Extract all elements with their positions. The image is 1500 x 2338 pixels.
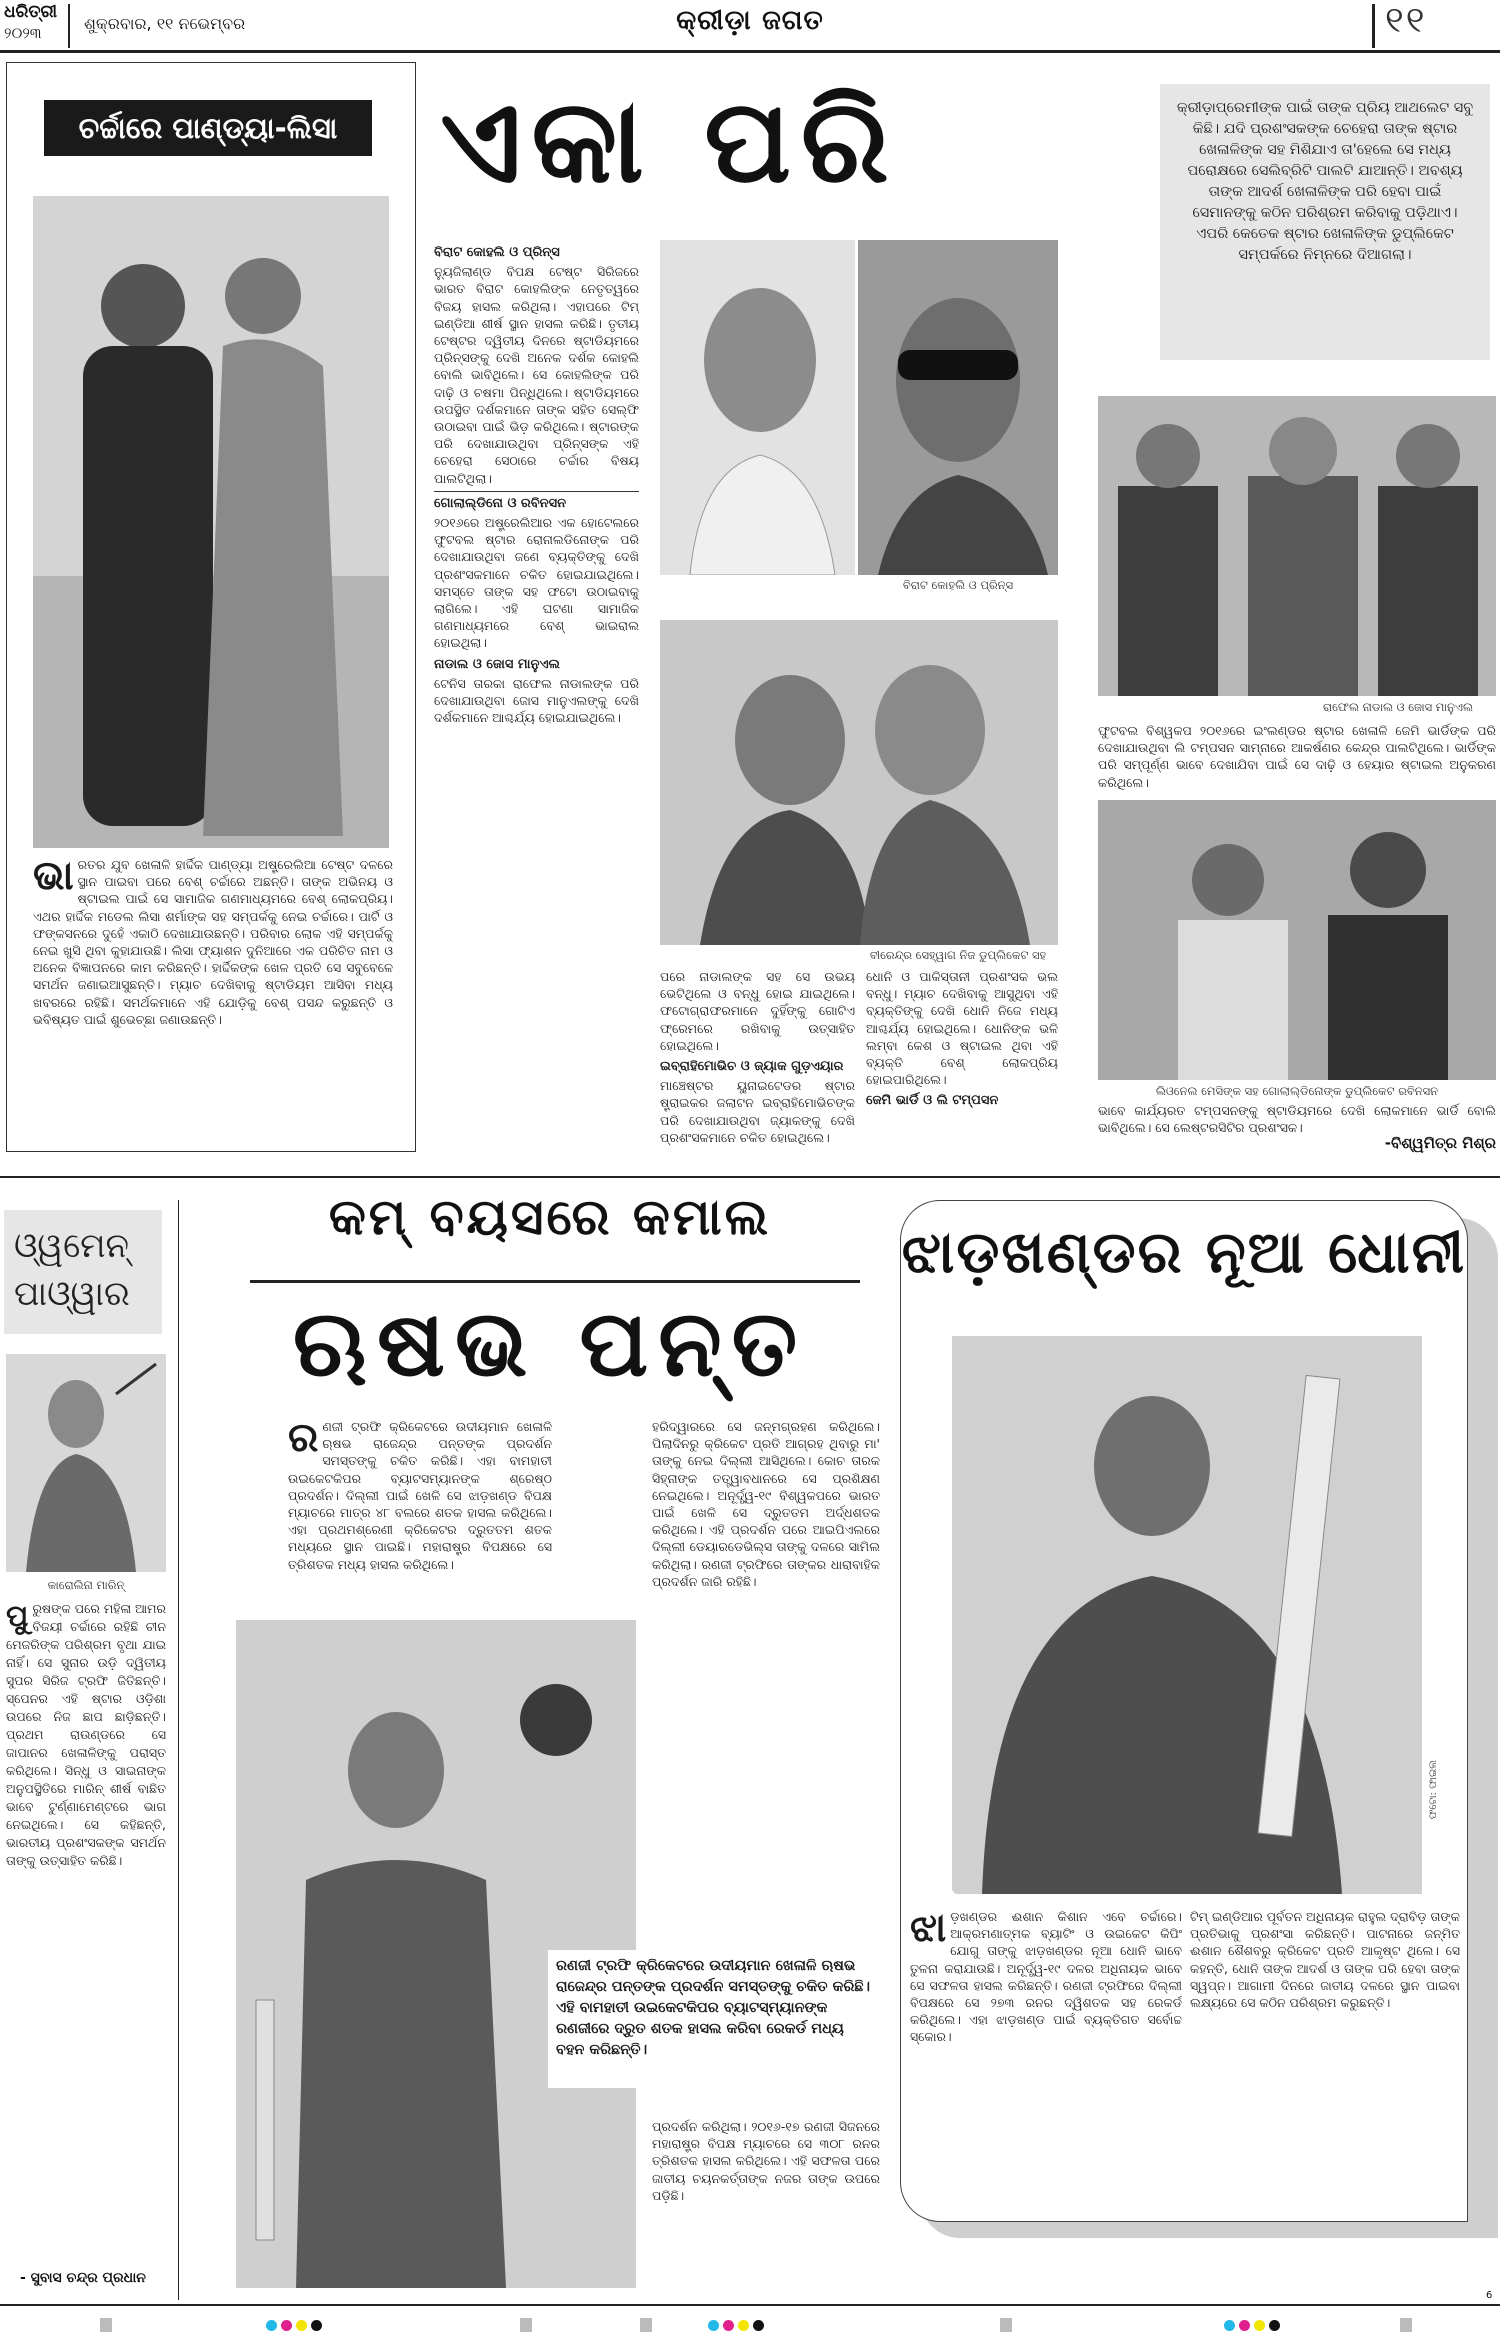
subhead: ଇବ୍ରାହିମୋଭିଚ ଓ ଜ୍ୟାକ ଗୁଡ଼ଏୟାର [660, 1059, 844, 1075]
pandya-lisa-photo [33, 196, 389, 848]
byline: - ସୁବାସ ଚନ୍ଦ୍ର ପ୍ରଧାନ [20, 2270, 146, 2286]
article-column: ଟିମ୍ ଇଣ୍ଡିଆର ପୂର୍ବତନ ଅଧିନାୟକ ରାହୁଲ ଦ୍ରାବିଡ଼ ତାଙ୍କ ପ୍ରତିଭାକୁ ପ୍ରଶଂସା କରିଛନ୍ତି। ପାଟନାରେ ଜନ୍ମିତ ଈଶାନ ଶୈଶବରୁ କ୍ରିକେଟ ପ୍ରତି ଆକୃଷ୍ଟ ଥିଲେ। ସେ କହନ୍ତି, ଧୋନି ତାଙ୍କ ଆଦର୍ଶ ଓ ତାଙ୍କ ପରି ହେବା ତାଙ୍କ ସ୍ୱପ୍ନ। ଆଗାମୀ ଦିନରେ ଜାତୀୟ ଦଳରେ ସ୍ଥାନ ପାଇବା ଲକ୍ଷ୍ୟରେ ସେ କଠିନ ପରିଶ୍ରମ କରୁଛନ୍ତି। [1190, 1909, 1460, 2011]
article-column [866, 968, 1058, 1158]
registration-marks [0, 2318, 1500, 2334]
section-rule [0, 1176, 1500, 1178]
article-column [434, 240, 639, 1155]
masthead-name: ଧରିତ୍ରୀ [4, 2, 58, 22]
body-text: ଡ଼ଖଣ୍ଡର ଈଶାନ କିଶାନ ଏବେ ଚର୍ଚ୍ଚାରେ। ଆକ୍ରମଣାତ୍ମକ ବ୍ୟାଟିଂ ଓ ଉଇକେଟ କିପିଂ ଯୋଗୁ ତାଙ୍କୁ ଝାଡ଼ଖଣ୍ଡର ନୂଆ ଧୋନି ଭାବେ ତୁଳନା କରାଯାଉଛି। ଅନୂର୍ଦ୍ଧ୍ୱ-୧୯ ଦଳର ଅଧିନାୟକ ଭାବେ ସେ ସଫଳତା ହାସଲ କରିଛନ୍ତି। ରଣଜୀ ଟ୍ରଫିରେ ଦିଲ୍ଲୀ ବିପକ୍ଷରେ ସେ ୨୭୩ ରନର ଦ୍ୱିଶତକ ସହ ରେକର୍ଡ କରିଥିଲେ। ଏହା ଝାଡ଼ଖଣ୍ଡ ପାଇଁ ବ୍ୟକ୍ତିଗତ ସର୍ବୋଚ୍ଚ ସ୍କୋର। [910, 1909, 1182, 2045]
pull-quote: ରଣଜୀ ଟ୍ରଫି କ୍ରିକେଟରେ ଉଦୀୟମାନ ଖେଳାଳି ଋଷଭ ରାଜେନ୍ଦ୍ର ପନ୍ତଙ୍କ ପ୍ରଦର୍ଶନ ସମସ୍ତଙ୍କୁ ଚକିତ କରିଛି। ଏହି ବାମହାତୀ ଉଇକେଟକିପର ବ୍ୟାଟସ୍ମ୍ୟାନଙ୍କ ରଣଜୀରେ ଦ୍ରୁତ ଶତକ ହାସଲ କରିବା ରେକର୍ଡ ମଧ୍ୟ ବହନ କରିଛନ୍ତି। [548, 1950, 880, 2088]
body-text: ୨୦୧୬ରେ ଅଷ୍ଟ୍ରେଲିଆର ଏକ ହୋଟେଲରେ ଫୁଟବଲ ଷ୍ଟାର ରୋନାଲଡିନୋଙ୍କ ପରି ଦେଖାଯାଉଥିବା ଜଣେ ବ୍ୟକ୍ତିଙ୍କୁ ଦେଖି ପ୍ରଶଂସକମାନେ ଚକିତ ହୋଇଯାଇଥିଲେ। ସମସ୍ତେ ତାଙ୍କ ସହ ଫଟୋ ଉଠାଇବାକୁ ଲାଗିଲେ। ଏହି ଘଟଣା ସାମାଜିକ ଗଣମାଧ୍ୟମରେ ବେଶ୍ ଭାଇରାଲ ହୋଇଥିଲା। [434, 515, 639, 651]
page-number: ୧୧ [1385, 0, 1427, 41]
photo-credit: ଫଟୋ: ଫାଇଲ [1428, 1760, 1439, 1820]
article-column: ପ୍ରଦର୍ଶନ କରିଥିଲା। ୨୦୧୬-୧୭ ରଣଜୀ ସିଜନରେ ମହାରାଷ୍ଟ୍ର ବିପକ୍ଷ ମ୍ୟାଚରେ ସେ ୩୦୮ ରନର ତ୍ରିଶତକ ହାସଲ କରିଥିଲେ। ଏହି ସଫଳତା ପରେ ଜାତୀୟ ଚୟନକର୍ତ୍ତାଙ୍କ ନଜର ତାଙ୍କ ଉପରେ ପଡ଼ିଛି। [652, 2119, 880, 2203]
drop-cap: ଝା [910, 1908, 947, 1951]
article-column: ଭାବେ କାର୍ଯ୍ୟରତ ଟମ୍ପସନଙ୍କୁ ଷ୍ଟାଡିୟମରେ ଦେଖି ଲୋକମାନେ ଭାର୍ଡି ବୋଲି ଭାବିଥିଲେ। ସେ ଲେଷ୍ଟରସିଟିର ପ୍ରଶଂସକ। [1098, 1103, 1496, 1136]
byline: -ବିଶ୍ୱମିତ୍ର ମିଶ୍ର [1384, 1134, 1496, 1152]
drop-cap: ପୁ [6, 1600, 29, 1634]
body-text: ରୁଷଙ୍କ ପରେ ମହିଳା ଆମର ବିଜୟୀ ଚର୍ଚ୍ଚାରେ ରହିଛି ଚୀନ ମେଜରିଙ୍କ ପରିଶ୍ରମ ବୃଥା ଯାଇ ନାହିଁ। ସେ ସୁନାର ଉଡ଼ି ଦ୍ୱିତୀୟ ସୁପର ସିରିଜ ଟ୍ରଫି ଜିତିଛନ୍ତି। ସ୍ପେନର ଏହି ଷ୍ଟାର ଓଡ଼ିଶା ଉପରେ ନିଜ ଛାପ ଛାଡ଼ିଛନ୍ତି। ପ୍ରଥମ ରାଉଣ୍ଡରେ ସେ ଜାପାନର ଖେଳାଳିଙ୍କୁ ପରାସ୍ତ କରିଥିଲେ। ସିନ୍ଧୁ ଓ ସାଇନାଙ୍କ ଅନୁପସ୍ଥିତିରେ ମାରିନ୍ ଶୀର୍ଷ ବାଛିତ ଭାବେ ଟୁର୍ଣ୍ଣାମେଣ୍ଟରେ ଭାଗ ନେଇଥିଲେ। ସେ କହିଛନ୍ତି, ଭାରତୀୟ ପ୍ରଶଂସକଙ୍କ ସମର୍ଥନ ତାଙ୍କୁ ଉତ୍ସାହିତ କରିଛି। [6, 1601, 166, 1868]
body-text: ଧୋନି ଓ ପାକିସ୍ତାନୀ ପ୍ରଶଂସକ ଭଲ ବନ୍ଧୁ। ମ୍ୟାଚ ଦେଖିବାକୁ ଆସୁଥିବା ଏହି ବ୍ୟକ୍ତିଙ୍କୁ ଦେଖି ଧୋନି ନିଜେ ମଧ୍ୟ ଆଶ୍ଚର୍ଯ୍ୟ ହୋଇଥିଲେ। ଧୋନିଙ୍କ ଭଳି ଲମ୍ବା କେଶ ଓ ଷ୍ଟାଇଲ ଥିବା ଏହି ବ୍ୟକ୍ତି ବେଶ୍ ଲୋକପ୍ରିୟ ହୋଇପାରିଥିଲେ। [866, 969, 1058, 1088]
kicker-line: ଓ୍ୱମେନ୍ [14, 1226, 129, 1266]
body-text: ପରେ ନାଡାଲଙ୍କ ସହ ସେ ଉଭୟ ଭେଟିଥିଲେ ଓ ବନ୍ଧୁ ହୋଇ ଯାଇଥିଲେ। ଫଟୋଗ୍ରାଫରମାନେ ଦୁହିଁଙ୍କୁ ଗୋଟିଏ ଫ୍ରେମରେ ରଖିବାକୁ ଉତ୍ସାହିତ ହୋଇଥିଲେ। [660, 969, 855, 1053]
subhead: ଜେମି ଭାର୍ଡି ଓ ଲି ଟମ୍ପସନ [866, 1093, 999, 1109]
subhead: ଗୋଲାଲ୍ଡିନୋ ଓ ରବିନସନ [434, 491, 639, 512]
messi-photo [1098, 800, 1496, 1080]
header-rule [0, 50, 1500, 53]
subhead: ବିରାଟ କୋହଲି ଓ ପ୍ରିନ୍ସ [434, 245, 560, 260]
photo-caption: ଲିଓନେଲ ମେସିଙ୍କ ସହ ଗୋଲାଲ୍ଡିନୋଙ୍କ ଡୁପ୍ଲିକେଟ ରବିନସନ [1155, 1084, 1439, 1098]
article-column [910, 1908, 1182, 2208]
section-title: କ୍ରୀଡ଼ା ଜଗତ [676, 5, 824, 36]
story-kicker: କମ୍ ବୟସରେ କମାଲ [328, 1188, 772, 1246]
drop-cap: ର [288, 1418, 319, 1461]
marin-photo [6, 1354, 166, 1572]
photo-caption: ବିରାଟ କୋହଲି ଓ ପ୍ରିନ୍ସ [902, 578, 1014, 592]
article-column [6, 1600, 166, 2020]
story-kicker: ଚର୍ଚ୍ଚାରେ ପାଣ୍ଡ୍ୟା-ଲିସା [44, 100, 372, 156]
photo-caption: ରାଫେଲ ନାଡାଲ ଓ ଜୋସ ମାନୁଏଲ [1323, 700, 1473, 714]
nadal-photo [1098, 396, 1496, 696]
photo-caption: ବୀରେନ୍ଦ୍ର ସେହ୍ୱାଗ ନିଜ ଡୁପ୍ଲିକେଟ ସହ [869, 948, 1047, 962]
body-text: ନ୍ୟୁଜିଲାଣ୍ଡ ବିପକ୍ଷ ଟେଷ୍ଟ ସିରିଜରେ ଭାରତ ବିରାଟ କୋହଲିଙ୍କ ନେତୃତ୍ୱରେ ବିଜୟ ହାସଲ କରିଥିଲା। ଏହାପରେ ଟିମ୍ ଇଣ୍ଡିଆ ଶୀର୍ଷ ସ୍ଥାନ ହାସଲ କରିଛି। ତୃତୀୟ ଟେଷ୍ଟର ଦ୍ୱିତୀୟ ଦିନରେ ଷ୍ଟାଡିୟମରେ ପ୍ରିନ୍ସଙ୍କୁ ଦେଖି ଅନେକ ଦର୍ଶକ କୋହଲି ବୋଲି ଭାବିଥିଲେ। ସେ କୋହଲିଙ୍କ ପରି ଦାଢ଼ି ଓ ଚଷମା ପିନ୍ଧିଥିଲେ। ଷ୍ଟାଡିୟମରେ ଉପସ୍ଥିତ ଦର୍ଶକମାନେ ତାଙ୍କ ସହିତ ସେଲ୍ଫି ଉଠାଇବା ପାଇଁ ଭିଡ଼ କରିଥିଲେ। ଷ୍ଟାରଙ୍କ ପରି ଦେଖାଯାଉଥିବା ପ୍ରିନ୍ସଙ୍କ ଏହି ଚେହେରା ସେଠାରେ ଚର୍ଚ୍ଚାର ବିଷୟ ପାଲଟିଥିଲା। [434, 264, 639, 486]
kicker-line: ପାଓ୍ୱାର [14, 1274, 130, 1314]
body-text: ଟେନିସ ତାରକା ରାଫେଲ ନାଡାଲଙ୍କ ପରି ଦେଖାଯାଉଥିବା ଜୋସ ମାନୁଏଲଙ୍କୁ ଦେଖି ଦର୍ଶକମାନେ ଆଶ୍ଚର୍ଯ୍ୟ ହୋଇଯାଇଥିଲେ। [434, 675, 639, 726]
lead-paragraph [33, 856, 393, 1146]
column-rule [178, 1200, 179, 2300]
story-headline: ଝାଡ଼ଖଣ୍ଡର ନୂଆ ଧୋନୀ [901, 1218, 1467, 1286]
sehwag-photo [660, 620, 1058, 945]
header-divider [1372, 4, 1375, 48]
prince-photo [858, 240, 1058, 575]
kicker-rule [250, 1280, 860, 1283]
page-mark: 6 [1486, 2290, 1493, 2301]
issue-date: ଶୁକ୍ରବାର, ୧୧ ନଭେମ୍ବର [84, 14, 246, 33]
article-column: ଫୁଟବଲ ବିଶ୍ୱକପ ୨୦୧୬ରେ ଇଂଲଣ୍ଡର ଷ୍ଟାର ଖେଳାଳି ଜେମି ଭାର୍ଡିଙ୍କ ପରି ଦେଖାଯାଉଥିବା ଲି ଟମ୍ପସନ ସାମ୍ନାରେ ଆକର୍ଷଣର କେନ୍ଦ୍ର ପାଲଟିଥିଲେ। ଭାର୍ଡିଙ୍କ ପରି ସମ୍ପୂର୍ଣ୍ଣ ଭାବେ ଦେଖାଯିବା ପାଇଁ ସେ ଦାଢ଼ି ଓ ହେୟାର ଷ୍ଟାଇଲ ଅନୁକରଣ କରିଥିଲେ। [1098, 723, 1496, 790]
lead-body: ରତର ଯୁବ ଖେଳାଳି ହାର୍ଦ୍ଦିକ ପାଣ୍ଡ୍ୟା ଅଷ୍ଟ୍ରେଲିଆ ଟେଷ୍ଟ ଦଳରେ ସ୍ଥାନ ପାଇବା ପରେ ବେଶ୍ ଚର୍ଚ୍ଚାରେ ଅଛନ୍ତି। ତାଙ୍କ ଅଭିନୟ ଓ ଷ୍ଟାଇଲ ପାଇଁ ସେ ସାମାଜିକ ଗଣମାଧ୍ୟମରେ ବେଶ୍ ଲୋକପ୍ରିୟ। ଏଥର ହାର୍ଦ୍ଦିକ ମଡେଲ ଲିସା ଶର୍ମାଙ୍କ ସହ ସମ୍ପର୍କକୁ ନେଇ ଚର୍ଚ୍ଚାରେ। ପାର୍ଟି ଓ ଫଙ୍କସନରେ ଦୁହେଁ ଏକାଠି ଦେଖାଯାଉଛନ୍ତି। ପରିବାର ଲୋକ ଏହି ସମ୍ପର୍କକୁ ନେଇ ଖୁସି ଥିବା କୁହାଯାଉଛି। ଲିସା ଫ୍ୟାଶନ ଦୁନିଆରେ ଏକ ପରିଚିତ ନାମ ଓ ଅନେକ ବିଜ୍ଞାପନରେ କାମ କରିଛନ୍ତି। ହାର୍ଦ୍ଦିକଙ୍କ ଖେଳ ପ୍ରତି ସେ ସବୁବେଳେ ସମର୍ଥନ ଜଣାଇଆସୁଛନ୍ତି। ମ୍ୟାଚ ଦେଖିବାକୁ ଷ୍ଟାଡିୟମ ଆସିବା ମଧ୍ୟ ଖବରରେ ରହିଛି। ସମର୍ଥକମାନେ ଏହି ଯୋଡ଼ିକୁ ବେଶ୍ ପସନ୍ଦ କରୁଛନ୍ତି ଓ ଭବିଷ୍ୟତ ପାଇଁ ଶୁଭେଚ୍ଛା ଜଣାଉଛନ୍ତି। [33, 857, 393, 1027]
article-column [288, 1418, 552, 1618]
story-kicker [4, 1210, 162, 1334]
subhead: ନାଡାଲ ଓ ଜୋସ ମାନୁଏଲ [434, 656, 560, 672]
article-column [660, 968, 855, 1158]
masthead-year: ୨୦୨୩ [4, 24, 42, 42]
story-headline: ଋଷଭ ପନ୍ତ [292, 1290, 808, 1397]
photo-caption: କାରୋଲିନା ମାରିନ୍ [47, 1578, 125, 1592]
kohli-photo [660, 240, 855, 575]
intro-box: କ୍ରୀଡ଼ାପ୍ରେମୀଙ୍କ ପାଇଁ ତାଙ୍କ ପ୍ରିୟ ଆଥଲେଟ ସବୁ କିଛି। ଯଦି ପ୍ରଶଂସକଙ୍କ ଚେହେରା ତାଙ୍କ ଷ୍ଟାର ଖେଳାଳିଙ୍କ ସହ ମିଶିଯାଏ ତା'ହେଲେ ସେ ମଧ୍ୟ ପରୋକ୍ଷରେ ସେଲିବ୍ରିଟି ପାଲଟି ଯାଆନ୍ତି। ଅବଶ୍ୟ ତାଙ୍କ ଆଦର୍ଶ ଖେଳାଳିଙ୍କ ପରି ହେବା ପାଇଁ ସେମାନଙ୍କୁ କଠିନ ପରିଶ୍ରମ କରିବାକୁ ପଡ଼ିଥାଏ। ଏପରି କେତେକ ଷ୍ଟାର ଖେଳାଳିଙ୍କ ଡୁପ୍ଲିକେଟ ସମ୍ପର୍କରେ ନିମ୍ନରେ ଦିଆଗଲା। [1160, 84, 1490, 360]
body-text: ମାଞ୍ଚେଷ୍ଟର ୟୁନାଇଟେଡର ଷ୍ଟାର ଷ୍ଟ୍ରାଇକର ଜଲାଟନ ଇବ୍ରାହିମୋଭିଚଙ୍କ ପରି ଦେଖାଯାଉଥିବା ଜ୍ୟାକଙ୍କୁ ଦେଖି ପ୍ରଶଂସକମାନେ ଚକିତ ହୋଇଥିଲେ। [660, 1078, 855, 1145]
story-headline: ଏକା ପରି [440, 74, 899, 209]
footer-rule [0, 2304, 1500, 2306]
drop-cap: ଭା [33, 856, 74, 899]
article-column: ହରିଦ୍ୱାରରେ ସେ ଜନ୍ମଗ୍ରହଣ କରିଥିଲେ। ପିଲାଦିନରୁ କ୍ରିକେଟ ପ୍ରତି ଆଗ୍ରହ ଥିବାରୁ ମା' ତାଙ୍କୁ ନେଇ ଦିଲ୍ଲୀ ଆସିଥିଲେ। କୋଚ ତାରକ ସିହ୍ନାଙ୍କ ତତ୍ତ୍ୱାବଧାନରେ ସେ ପ୍ରଶିକ୍ଷଣ ନେଇଥିଲେ। ଅନୂର୍ଦ୍ଧ୍ୱ-୧୯ ବିଶ୍ୱକପରେ ଭାରତ ପାଇଁ ଖେଳି ସେ ଦ୍ରୁତତମ ଅର୍ଦ୍ଧଶତକ କରିଥିଲେ। ଏହି ପ୍ରଦର୍ଶନ ପରେ ଆଇପିଏଲରେ ଦିଲ୍ଲୀ ଡେୟାରଡେଭିଲ୍ସ ତାଙ୍କୁ ଦଳରେ ସାମିଲ କରିଥିଲା। ରଣଜୀ ଟ୍ରଫିରେ ତାଙ୍କର ଧାରାବାହିକ ପ୍ରଦର୍ଶନ ଜାରି ରହିଛି। [652, 1419, 880, 1589]
ishan-kishan-photo [952, 1336, 1422, 1894]
body-text: ଣଜୀ ଟ୍ରଫି କ୍ରିକେଟରେ ଉଦୀୟମାନ ଖେଳାଳି ଋଷଭ ରାଜେନ୍ଦ୍ର ପନ୍ତଙ୍କ ପ୍ରଦର୍ଶନ ସମସ୍ତଙ୍କୁ ଚକିତ କରିଛି। ଏହା ବାମହାତୀ ଉଇକେଟକିପର ବ୍ୟାଟସମ୍ୟାନଙ୍କ ଶ୍ରେଷ୍ଠ ପ୍ରଦର୍ଶନ। ଦିଲ୍ଲୀ ପାଇଁ ଖେଳି ସେ ଝାଡ଼ଖଣ୍ଡ ବିପକ୍ଷ ମ୍ୟାଚରେ ମାତ୍ର ୪୮ ବଲରେ ଶତକ ହାସଲ କରିଥିଲେ। ଏହା ପ୍ରଥମଶ୍ରେଣୀ କ୍ରିକେଟର ଦ୍ରୁତତମ ଶତକ ମଧ୍ୟରେ ସ୍ଥାନ ପାଇଛି। ମହାରାଷ୍ଟ୍ର ବିପକ୍ଷରେ ସେ ତ୍ରିଶତକ ମଧ୍ୟ ହାସଲ କରିଥିଲେ। [288, 1419, 552, 1572]
